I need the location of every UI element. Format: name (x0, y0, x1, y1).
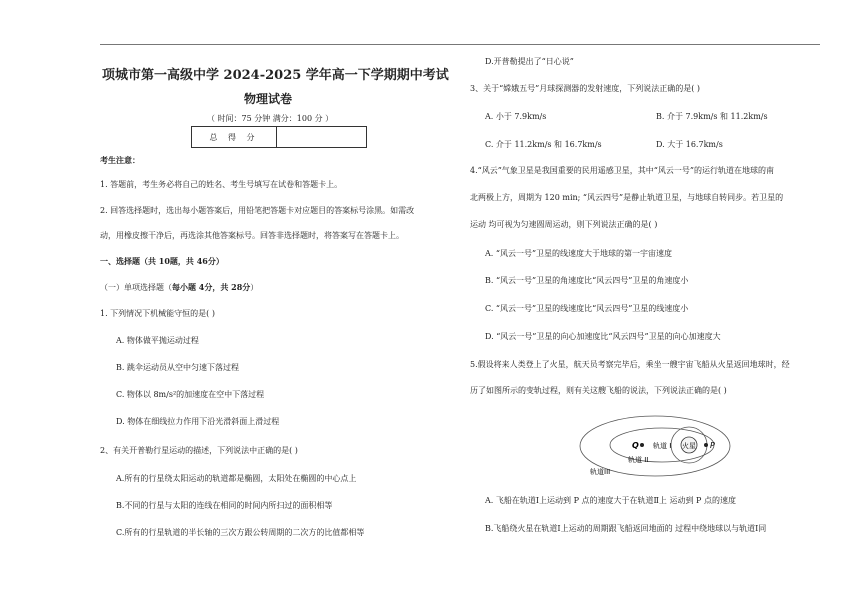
q4-option-d: D. “风云一号”卫星的向心加速度比“风云四号”卫星的向心加速度大 (485, 332, 721, 341)
q5-stem-line-2: 历了如图所示的变轨过程，则有关这艘飞船的说法，下列说法正确的是( ) (470, 386, 727, 395)
notice-item-2-line-1: 2. 回答选择题时，选出每小题答案后，用铅笔把答题卡对应题目的答案标号涂黑。如需改 (100, 206, 415, 215)
q4-option-c: C. “风云一号”卫星的线速度比“风云四号”卫星的线速度小 (485, 304, 689, 313)
q1-option-a: A. 物体做平抛运动过程 (116, 336, 199, 345)
q3-stem: 3、关于“嫦娥五号”月球探测器的发射速度，下列说法正确的是( ) (470, 84, 701, 93)
total-score-table (191, 126, 367, 148)
q3-option-a: A. 小于 7.9km/s (485, 112, 547, 121)
top-rule (100, 44, 820, 45)
orbit-3-label: 轨道III (590, 468, 611, 476)
mars-label: 火星 (682, 442, 696, 450)
point-q-marker (640, 443, 644, 447)
q2-stem: 2、有关开普勒行星运动的描述，下列说法中正确的是( ) (100, 446, 298, 455)
q4-stem-line-1: 4.“风云”气象卫星是我国重要的民用遥感卫星，其中“风云一号”的运行轨道在地球的南 (470, 166, 774, 175)
exam-subject-title: 物理试卷 (244, 92, 293, 106)
q4-option-a: A. “风云一号”卫星的线速度大于地球的第一宇宙速度 (485, 249, 673, 258)
time-and-score-info: （ 时间：75 分钟 满分：100 分 ） (207, 114, 334, 123)
subsection-heading: （一）单项选择题（每小题 4分，共 28分） (100, 282, 259, 292)
notice-item-2-line-2: 动，用橡皮擦干净后，再选涂其他答案标号。回答非选择题时，将答案写在答题卡上。 (100, 231, 404, 240)
q4-stem-line-3: 运动 均可视为匀速圆周运动，则下列说法正确的是( ) (470, 220, 658, 229)
orbit-2-label: 轨道 II (628, 456, 649, 464)
q2-option-b: B.不同的行星与太阳的连线在相同的时间内所扫过的面积相等 (116, 501, 333, 510)
q2-option-c: C.所有的行星轨道的半长轴的三次方跟公转周期的二次方的比值都相等 (116, 528, 365, 537)
exam-title: 项城市第一高级中学 2024-2025 学年高一下学期期中考试 (102, 68, 449, 83)
q5-stem-line-1: 5.假设将来人类登上了火星，航天员考察完毕后，乘坐一艘宇宙飞船从火星返回地球时，经 (470, 360, 790, 369)
q1-option-c: C. 物体以 8m/s²的加速度在空中下落过程 (116, 390, 265, 399)
q3-option-b: B. 介于 7.9km/s 和 11.2km/s (656, 112, 768, 121)
orbit-transfer-figure (575, 408, 735, 483)
section-heading: 一、选择题（共 10题，共 46分） (100, 256, 224, 266)
q4-stem-line-2: 北两极上方，周期为 120 min; “风云四号”是静止轨道卫星，与地球自转同步。若卫星的 (470, 193, 784, 202)
q5-option-a: A. 飞船在轨道Ⅰ上运动到 P 点的速度大于在轨道Ⅱ上 运动到 P 点的速度 (485, 496, 736, 505)
q1-option-d: D. 物体在细线拉力作用下沿光滑斜面上滑过程 (116, 417, 280, 426)
q4-option-b: B. “风云一号”卫星的角速度比“风云四号”卫星的角速度小 (485, 276, 689, 285)
q2-option-d: D.开普勒提出了“日心说” (485, 57, 574, 66)
point-p-label: P (710, 441, 715, 450)
total-score-value (277, 127, 366, 147)
q1-stem: 1. 下列情况下机械能守恒的是( ) (100, 309, 215, 318)
point-p-marker (704, 443, 708, 447)
total-score-label: 总 得 分 (192, 127, 277, 147)
q3-option-c: C. 介于 11.2km/s 和 16.7km/s (485, 140, 602, 149)
notice-item-1: 1. 答题前，考生务必将自己的姓名、考生号填写在试卷和答题卡上。 (100, 180, 343, 189)
point-q-label: Q (632, 441, 639, 450)
q2-option-a: A.所有的行星绕太阳运动的轨道都是椭圆，太阳处在椭圆的中心点上 (116, 474, 357, 483)
q1-option-b: B. 跳伞运动员从空中匀速下落过程 (116, 363, 239, 372)
orbit-1-label: 轨道 I (653, 442, 672, 450)
q3-option-d: D. 大于 16.7km/s (656, 140, 723, 149)
q5-option-b: B.飞船绕火星在轨道Ⅰ上运动的周期跟飞船返回地面的 过程中绕地球以与轨道Ⅰ同 (485, 524, 767, 533)
notice-heading: 考生注意： (100, 155, 140, 165)
